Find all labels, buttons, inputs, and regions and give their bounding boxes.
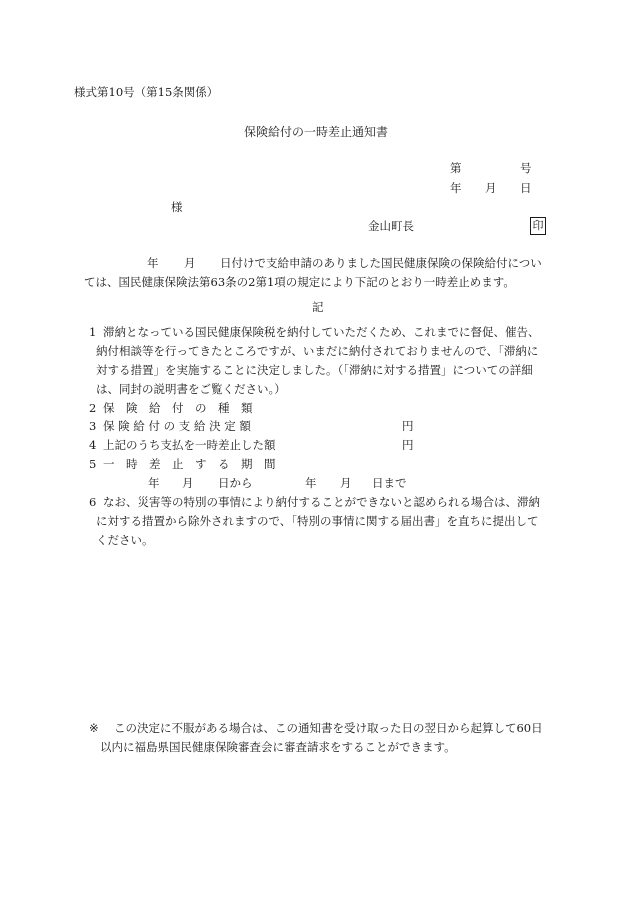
intro-line-1: 日付けで支給申請のありました国民健康保険の保険給付につい [220,256,542,270]
document-number-suffix: 号 [520,161,532,175]
intro-year: 年 [147,256,159,270]
item-5-label: 一 時 差 止 す る 期 間 [103,457,276,471]
issuer-name: 金山町長 [368,219,414,233]
item-5-number: 5 [89,457,97,471]
seal-mark: 印 [530,217,546,235]
item-2-label: 保 険 給 付 の 種 類 [103,401,253,415]
period-from-day: 日から [218,476,253,490]
item-1-line-4: は、同封の説明書をご覧ください。） [96,382,286,396]
item-3-label: 保 険 給 付 の 支 給 決 定 額 [103,419,251,433]
ki-heading: 記 [312,300,324,314]
document-title: 保険給付の一時差止通知書 [244,125,389,139]
item-1-line-1: 滞納となっている国民健康保険税を納付していただくため、これまでに督促、催告、 [103,325,540,339]
item-6-line-2: に対する措置から除外されますので、「特別の事情に関する届出書」を直ちに提出して [96,514,539,528]
item-1-line-2: 納付相談等を行ってきたところですが、いまだに納付されておりませんので、「滞納に [96,344,539,358]
document-number-prefix: 第 [450,161,462,175]
item-4-number: 4 [89,438,97,452]
date-year-label: 年 [450,181,462,195]
item-6-line-1: なお、災害等の特別の事情により納付することができないと認められる場合は、滞納 [103,495,540,509]
recipient-suffix: 様 [171,200,183,214]
date-month-label: 月 [485,181,497,195]
item-6-number: 6 [89,495,97,509]
item-2-number: 2 [89,401,97,415]
period-to-month: 月 [340,476,352,490]
period-to-year: 年 [305,476,317,490]
intro-month: 月 [184,256,196,270]
item-3-unit: 円 [402,419,414,433]
item-4-label: 上記のうち支払を一時差止した額 [103,438,276,452]
item-6-line-3: ください。 [96,533,154,547]
intro-line-2: ては、国民健康保険法第63条の2第1項の規定により下記のとおり一時差止めます。 [84,275,515,289]
period-to-day: 日まで [372,476,407,490]
period-from-month: 月 [182,476,194,490]
form-number-label: 様式第10号（第15条関係） [74,85,219,99]
date-day-label: 日 [520,181,532,195]
item-1-number: 1 [89,325,97,339]
item-4-unit: 円 [402,438,414,452]
note-line-2: 以内に福島県国民健康保険審査会に審査請求をすることができます。 [100,740,456,754]
period-from-year: 年 [148,476,160,490]
item-1-line-3: 対する措置」を実施することに決定しました。（「滞納に対する措置」についての詳細 [96,363,533,377]
note-mark: ※ [89,721,99,735]
note-line-1: この決定に不服がある場合は、この通知書を受け取った日の翌日から起算して60日 [114,721,543,735]
item-3-number: 3 [89,419,97,433]
